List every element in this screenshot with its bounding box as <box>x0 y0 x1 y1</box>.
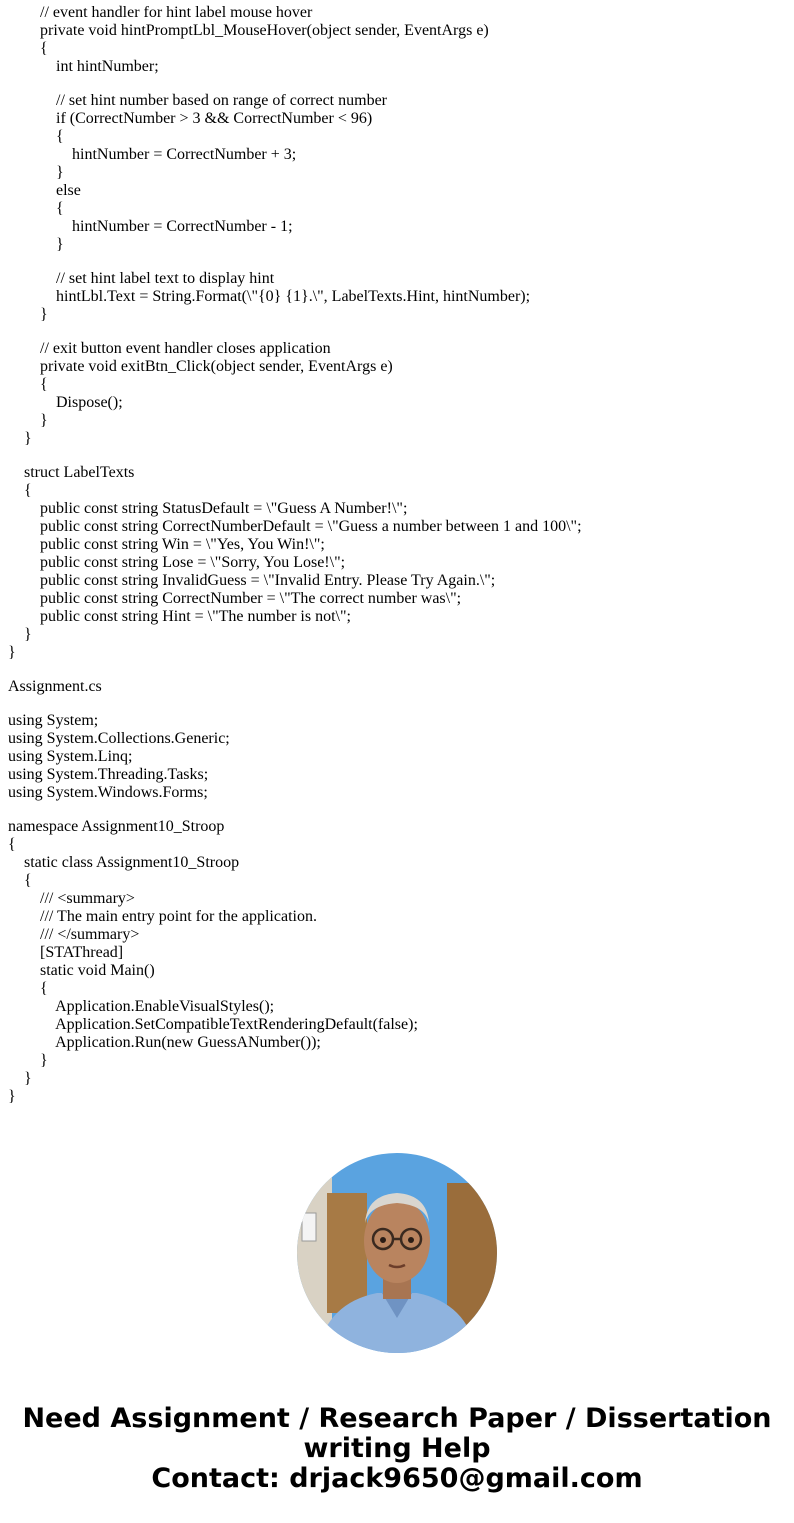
code-line: if (CorrectNumber > 3 && CorrectNumber < 96) <box>8 110 373 127</box>
code-line: public const string CorrectNumber = \"The correct number was\"; <box>8 590 462 607</box>
code-line: // set hint label text to display hint <box>8 270 275 287</box>
code-line: { <box>8 872 32 889</box>
blank-line <box>8 76 788 92</box>
code-line: hintNumber = CorrectNumber - 1; <box>8 218 293 235</box>
code-line: // exit button event handler closes application <box>8 340 331 357</box>
code-line: // set hint number based on range of correct number <box>8 92 387 109</box>
code-line: public const string StatusDefault = \"Guess A Number!\"; <box>8 500 408 517</box>
code-line: public const string Lose = \"Sorry, You Lose!\"; <box>8 554 346 571</box>
code-line: using System.Linq; <box>8 748 133 765</box>
code-line: Application.SetCompatibleTextRenderingDefault(false); <box>8 1016 418 1033</box>
code-line: static void Main() <box>8 962 155 979</box>
code-line: } <box>8 644 16 661</box>
code-line: } <box>8 412 48 429</box>
blank-line <box>8 662 788 678</box>
code-line: } <box>8 306 48 323</box>
code-line: { <box>8 376 48 393</box>
author-avatar-icon <box>297 1153 497 1353</box>
blank-line <box>8 802 788 818</box>
blank-line <box>8 324 788 340</box>
footer-contact-line: Contact: drjack9650@gmail.com <box>151 1463 643 1494</box>
code-line: } <box>8 164 64 181</box>
code-line: static class Assignment10_Stroop <box>8 854 240 871</box>
avatar-portrait <box>297 1153 497 1353</box>
code-line: /// The main entry point for the application. <box>8 908 317 925</box>
code-line: private void hintPromptLbl_MouseHover(object sender, EventArgs e) <box>8 22 489 39</box>
blank-line <box>8 696 788 712</box>
code-line: { <box>8 40 48 57</box>
code-line: namespace Assignment10_Stroop <box>8 818 225 835</box>
code-line: public const string CorrectNumberDefault = \"Guess a number between 1 and 100\"; <box>8 518 582 535</box>
code-line: using System.Threading.Tasks; <box>8 766 209 783</box>
code-line: struct LabelTexts <box>8 464 135 481</box>
code-line: } <box>8 236 64 253</box>
code-line: } <box>8 1088 16 1105</box>
code-line: using System.Windows.Forms; <box>8 784 208 801</box>
code-line: { <box>8 200 64 217</box>
code-line: public const string InvalidGuess = \"Invalid Entry. Please Try Again.\"; <box>8 572 496 589</box>
footer-contact <box>0 1404 794 1494</box>
code-line: Application.Run(new GuessANumber()); <box>8 1034 321 1051</box>
code-line: { <box>8 482 32 499</box>
code-line: Assignment.cs <box>8 678 102 695</box>
code-line: Application.EnableVisualStyles(); <box>8 998 275 1015</box>
code-line: else <box>8 182 81 199</box>
blank-line <box>8 448 788 464</box>
code-line: using System; <box>8 712 99 729</box>
code-line: public const string Win = \"Yes, You Win!\"; <box>8 536 325 553</box>
code-listing <box>8 4 788 1106</box>
code-line: } <box>8 1070 32 1087</box>
code-line: private void exitBtn_Click(object sender, EventArgs e) <box>8 358 393 375</box>
code-line: } <box>8 430 32 447</box>
code-line: [STAThread] <box>8 944 124 961</box>
code-line: /// <summary> <box>8 890 135 907</box>
code-line: Dispose(); <box>8 394 123 411</box>
code-line: hintNumber = CorrectNumber + 3; <box>8 146 297 163</box>
code-line: { <box>8 128 64 145</box>
code-line: } <box>8 626 32 643</box>
code-line: public const string Hint = \"The number is not\"; <box>8 608 351 625</box>
code-line: { <box>8 836 16 853</box>
code-line: } <box>8 1052 48 1069</box>
code-line: // event handler for hint label mouse hover <box>8 4 313 21</box>
blank-line <box>8 254 788 270</box>
footer-line-1: Need Assignment / Research Paper / Dissertation <box>22 1403 772 1434</box>
footer-line-2: writing Help <box>303 1433 491 1464</box>
code-line: /// </summary> <box>8 926 140 943</box>
code-line: { <box>8 980 48 997</box>
code-line: int hintNumber; <box>8 58 159 75</box>
code-line: using System.Collections.Generic; <box>8 730 230 747</box>
code-line: hintLbl.Text = String.Format(\"{0} {1}.\", LabelTexts.Hint, hintNumber); <box>8 288 531 305</box>
